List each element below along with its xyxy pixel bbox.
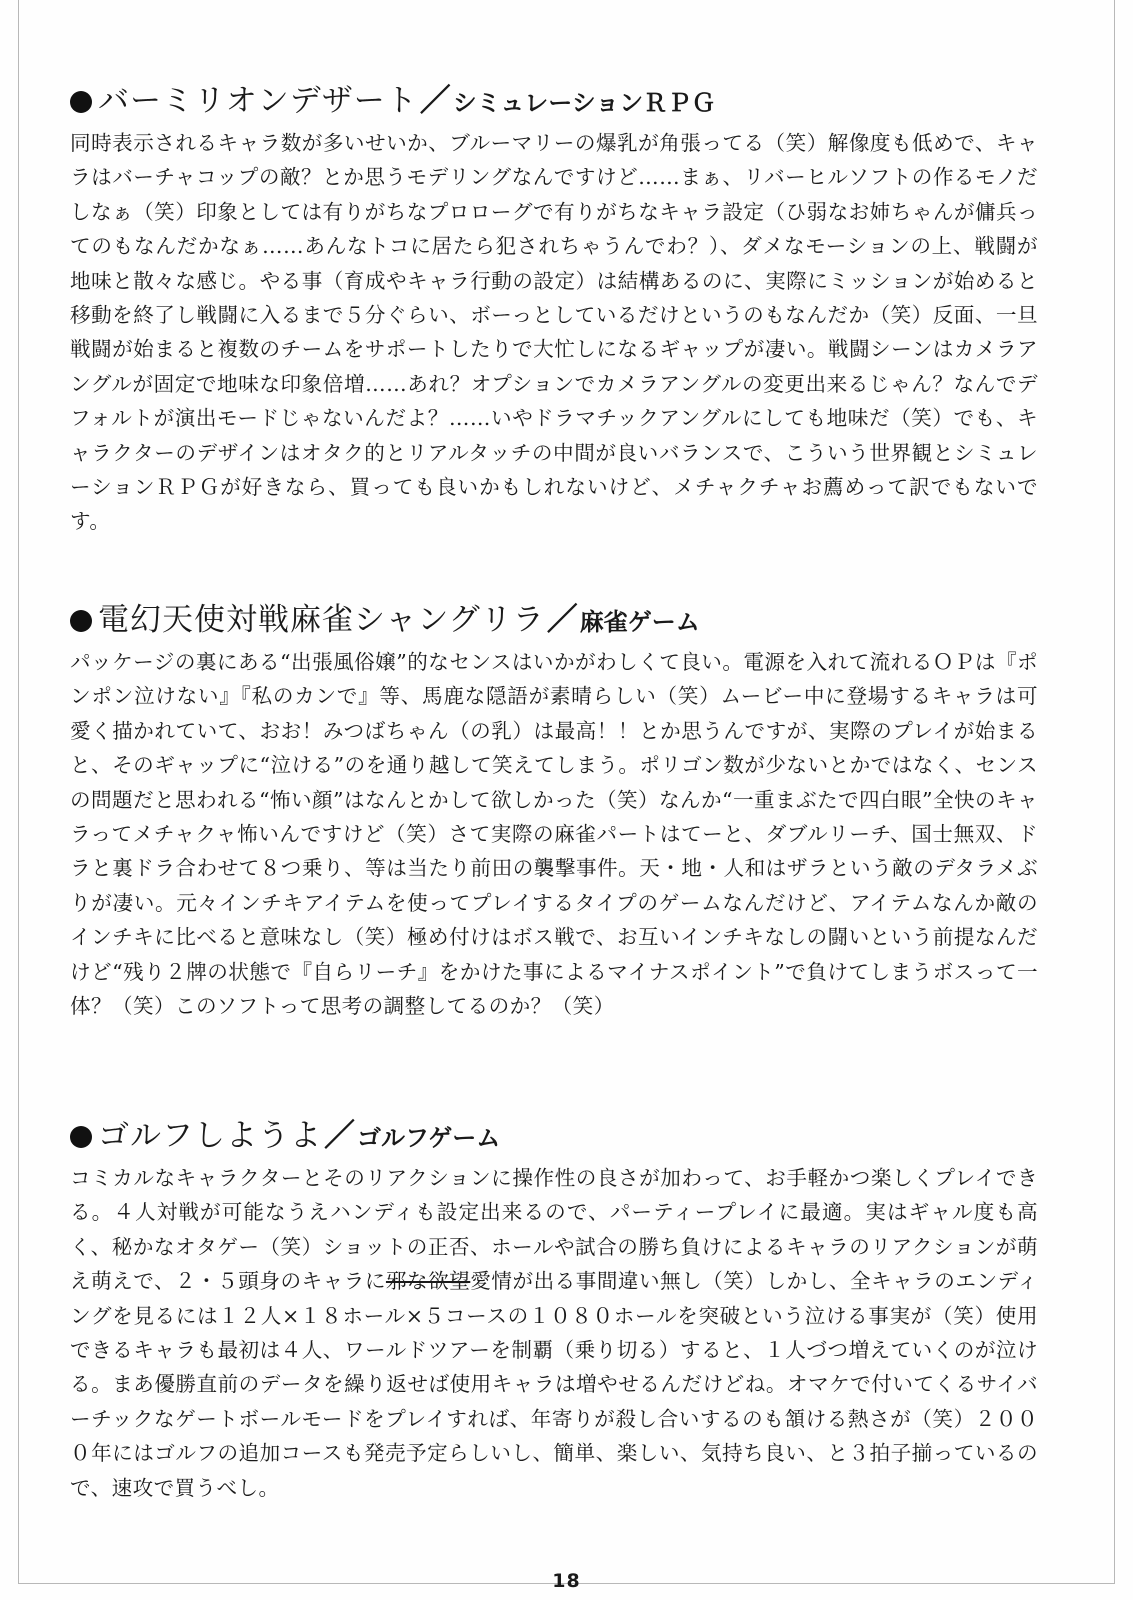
game-genre: シミュレーションＲＰＧ	[452, 89, 716, 117]
game-genre: 麻雀ゲーム	[579, 608, 700, 636]
page-number: 18	[552, 1570, 581, 1592]
game-title: バーミリオンデザート	[98, 83, 418, 119]
review-body-part: コミカルなキャラクターとそのリアクションに操作性の良さが加わって、お手軽かつ楽しくプレイできる。４人対戦が可能なうえハンディも設定出来るので、パーティープレイに最適。実はギャル度も高く、秘かなオタゲー（笑）ショットの正否、ホールや試合の勝ち負けによるキャラのリアクションが萌え萌えで、２・５頭身のキャラに	[70, 1166, 1038, 1294]
review-section-golf-shiyouyo	[70, 1113, 1038, 1505]
struck-through-text: 邪な欲望	[385, 1269, 471, 1294]
bullet-icon	[70, 1126, 92, 1148]
game-genre: ゴルフゲーム	[357, 1124, 501, 1152]
heading-separator: ／	[546, 602, 578, 638]
game-title: 電幻天使対戦麻雀シャングリラ	[98, 602, 545, 638]
heading-separator: ／	[419, 83, 451, 119]
review-body-part: 愛情が出る事間違い無し（笑）しかし、全キャラのエンディングを見るには１２人×１８ホール×５コースの１０８０ホールを突破という泣ける事実が（笑）使用できるキャラも最初は４人、ワールドツアーを制覇（乗り切る）すると、１人づつ増えていくのが泣ける。まあ優勝直前のデータを繰り返せば使用キャラは増やせるんだけどね。オマケで付いてくるサイバーチックなゲートボールモードをプレイすれば、年寄りが殺し合いするのも頷ける熱さが（笑）２０００年にはゴルフの追加コースも発売予定らしいし、簡単、楽しい、気持ち良い、と３拍子揃っているので、速攻で買うべし。	[70, 1269, 1038, 1500]
game-title: ゴルフしようよ	[98, 1118, 322, 1154]
heading-separator: ／	[324, 1118, 355, 1154]
section-heading	[70, 1113, 1038, 1159]
review-body: 同時表示されるキャラ数が多いせいか、ブルーマリーの爆乳が角張ってる（笑）解像度も低めで、キャラはバーチャコップの敵？とか思うモデリングなんですけど……まぁ、リバーヒルソフトの作るモノだしなぁ（笑）印象としては有りがちなプロローグで有りがちなキャラ設定（ひ弱なお姉ちゃんが傭兵ってのもなんだかなぁ……あんなトコに居たら犯されちゃうんでわ？）、ダメなモーションの上、戦闘が地味と散々な感じ。やる事（育成やキャラ行動の設定）は結構あるのに、実際にミッションが始めると移動を終了し戦闘に入るまで５分ぐらい、ボーっとしているだけというのもなんだか（笑）反面、一旦戦闘が始まると複数のチームをサポートしたりで大忙しになるギャップが凄い。戦闘シーンはカメラアングルが固定で地味な印象倍増……あれ？オプションでカメラアングルの変更出来るじゃん？なんでデフォルトが演出モードじゃないんだよ？……いやドラマチックアングルにしても地味だ（笑）でも、キャラクターのデザインはオタク的とリアルタッチの中間が良いバランスで、こういう世界観とシミュレーションＲＰＧが好きなら、買っても良いかもしれないけど、メチャクチャお薦めって訳でもないです。	[70, 131, 1038, 534]
review-body: パッケージの裏にある“出張風俗嬢”的なセンスはいかがわしくて良い。電源を入れて流れるＯＰは『ポンポン泣けない』『私のカンで』等、馬鹿な隠語が素晴らしい（笑）ムービー中に登場するキャラは可愛く描かれていて、おお！みつばちゃん（の乳）は最高！！とか思うんですが、実際のプレイが始まると、そのギャップに“泣ける”のを通り越して笑えてしまう。ポリゴン数が少ないとかではなく、センスの問題だと思われる“怖い顔”はなんとかして欲しかった（笑）なんか“一重まぶたで四白眼”全快のキャラってメチャクャ怖いんですけど（笑）さて実際の麻雀パートはてーと、ダブルリーチ、国士無双、ドラと裏ドラ合わせて８つ乗り、等は当たり前田の襲撃事件。天・地・人和はザラという敵のデタラメぶりが凄い。元々インチキアイテムを使ってプレイするタイプのゲームなんだけど、アイテムなんか敵のインチキに比べると意味なし（笑）極め付けはボス戦で、お互いインチキなしの闘いという前提なんだけど“残り２牌の状態で『自らリーチ』をかけた事によるマイナスポイント”で負けてしまうボスって一体？（笑）このソフトって思考の調整してるのか？（笑）	[70, 650, 1038, 1019]
section-heading	[70, 78, 1038, 124]
bullet-icon	[70, 610, 92, 632]
bullet-icon	[70, 91, 92, 113]
review-body	[70, 1161, 1038, 1505]
section-heading	[70, 597, 1038, 643]
review-section-vermilion-desert	[70, 78, 1038, 539]
review-section-shangri-la	[70, 597, 1038, 1023]
